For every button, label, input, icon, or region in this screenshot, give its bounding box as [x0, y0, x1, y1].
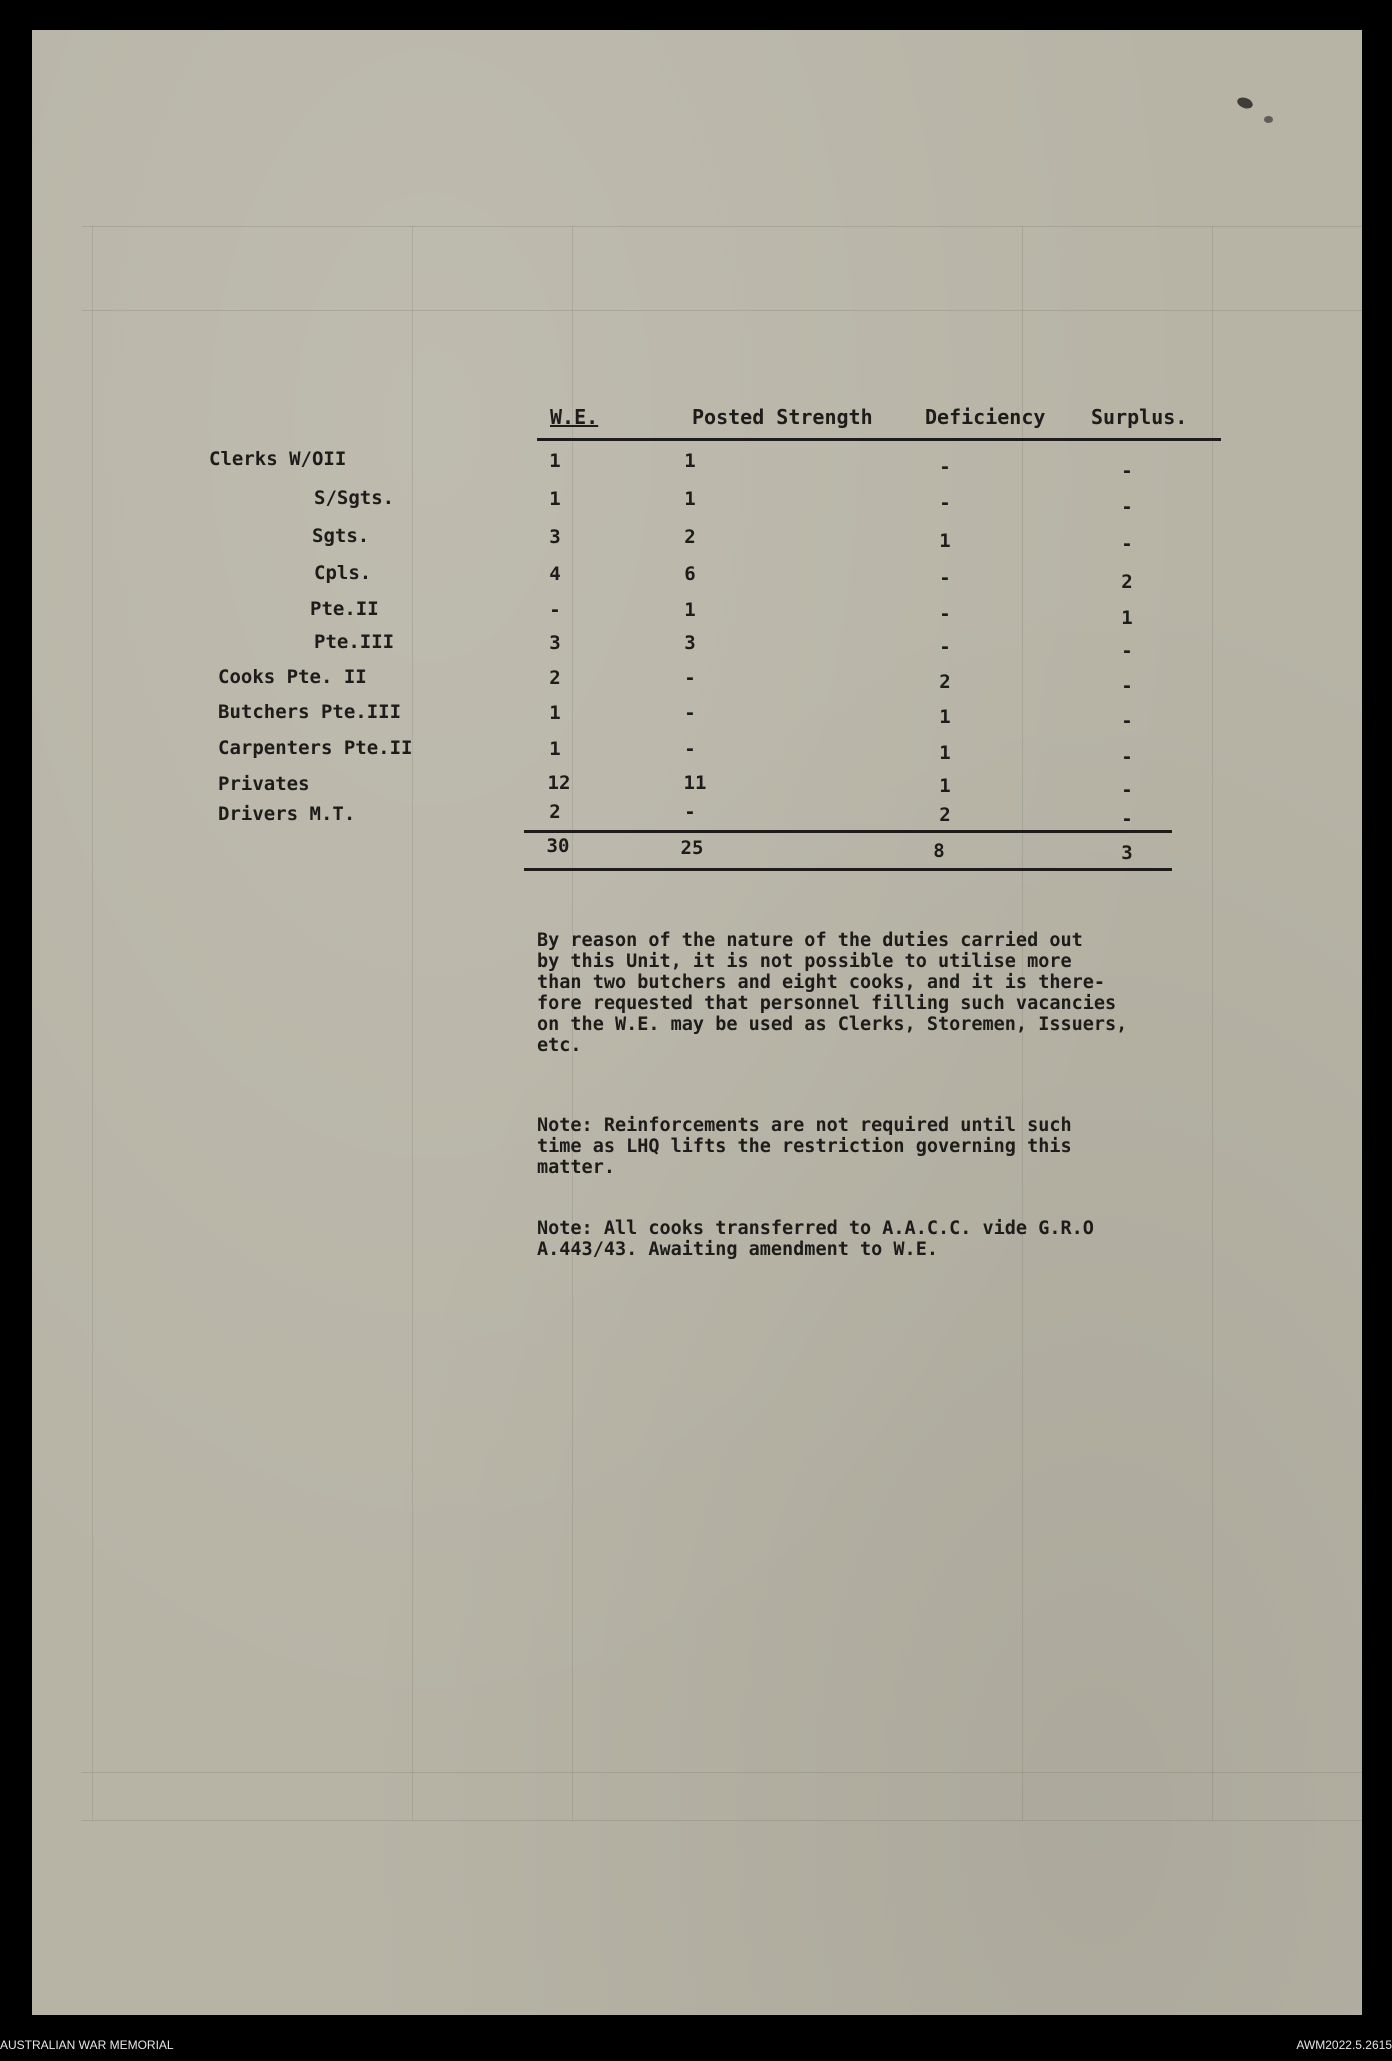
- cell-deficiency: -: [939, 492, 951, 514]
- cell-posted: 11: [683, 772, 707, 794]
- document-sheet: [32, 30, 1362, 2015]
- total-we: 30: [546, 835, 570, 857]
- ghost-form-line: [412, 226, 413, 1820]
- total-deficiency: 8: [933, 840, 945, 862]
- cell-posted: 1: [684, 599, 696, 621]
- cell-surplus: -: [1121, 746, 1133, 768]
- cell-surplus: -: [1121, 808, 1133, 830]
- cell-deficiency: 1: [939, 742, 951, 764]
- ghost-form-line: [82, 1820, 1362, 1821]
- row-label: Sgts.: [312, 525, 370, 547]
- cell-posted: 1: [684, 488, 696, 510]
- header-deficiency: Deficiency: [925, 405, 1046, 429]
- total-surplus: 3: [1121, 842, 1133, 864]
- cell-we: 3: [549, 526, 561, 548]
- cell-posted: -: [684, 667, 696, 689]
- cell-posted: 1: [684, 450, 696, 472]
- ghost-form-line: [82, 1772, 1362, 1773]
- row-label: Pte.II: [310, 598, 379, 620]
- cell-deficiency: -: [939, 603, 951, 625]
- header-we: W.E.: [550, 405, 599, 429]
- header-underline: [537, 438, 1221, 441]
- cell-we: 12: [547, 772, 571, 794]
- ghost-form-line: [92, 226, 93, 1820]
- ink-blot: [1236, 96, 1254, 111]
- cell-posted: 2: [684, 526, 696, 548]
- cell-posted: 6: [684, 563, 696, 585]
- row-label: Pte.III: [314, 631, 395, 653]
- cell-we: 2: [549, 667, 561, 689]
- cell-surplus: -: [1121, 533, 1133, 555]
- cell-deficiency: -: [939, 636, 951, 658]
- cell-deficiency: 2: [939, 804, 951, 826]
- row-label: Carpenters Pte.II: [218, 737, 413, 759]
- cell-we: 2: [549, 801, 561, 823]
- total-rule-top: [524, 830, 1172, 833]
- note-reinforcements: Note: Reinforcements are not required until such time as LHQ lifts the restriction governing this matter.: [537, 1115, 1072, 1178]
- note-cooks-transfer: Note: All cooks transferred to A.A.C.C. vide G.R.O A.443/43. Awaiting amendment to W.E.: [537, 1218, 1094, 1260]
- ghost-form-line: [82, 226, 1362, 227]
- cell-surplus: -: [1121, 496, 1133, 518]
- total-rule-bottom: [524, 868, 1172, 871]
- cell-we: 4: [549, 563, 561, 585]
- cell-posted: -: [684, 702, 696, 724]
- footer-archive-name: AUSTRALIAN WAR MEMORIAL: [0, 2038, 174, 2052]
- cell-we: 1: [549, 450, 561, 472]
- ink-blot: [1264, 116, 1273, 123]
- reason-paragraph: By reason of the nature of the duties carried out by this Unit, it is not possible to utilise more than two butchers and eight cooks, and it is there- fore requested that personnel filling such vacancies on the W.E. may be used as Clerks, Storemen, Issuers, etc.: [537, 930, 1128, 1056]
- cell-surplus: -: [1121, 460, 1133, 482]
- cell-deficiency: -: [939, 456, 951, 478]
- total-posted: 25: [680, 837, 704, 859]
- cell-surplus: -: [1121, 675, 1133, 697]
- ghost-form-line: [82, 310, 1362, 311]
- cell-we: -: [549, 599, 561, 621]
- cell-deficiency: 1: [939, 706, 951, 728]
- cell-posted: 3: [684, 632, 696, 654]
- row-label: Cooks Pte. II: [218, 666, 367, 688]
- cell-we: 1: [549, 738, 561, 760]
- row-label: Cpls.: [314, 562, 372, 584]
- row-label: S/Sgts.: [314, 487, 395, 509]
- footer-archive-ref: AWM2022.5.2615: [1296, 2038, 1392, 2052]
- row-label: Clerks W/OII: [209, 448, 347, 470]
- cell-posted: -: [684, 801, 696, 823]
- cell-we: 3: [549, 632, 561, 654]
- cell-deficiency: 1: [939, 530, 951, 552]
- row-label: Privates: [218, 773, 310, 795]
- row-label: Drivers M.T.: [218, 803, 356, 825]
- header-posted-strength: Posted Strength: [692, 405, 873, 429]
- cell-deficiency: 1: [939, 775, 951, 797]
- cell-surplus: 2: [1121, 571, 1133, 593]
- cell-surplus: -: [1121, 779, 1133, 801]
- cell-deficiency: 2: [939, 671, 951, 693]
- header-surplus: Surplus.: [1091, 405, 1188, 429]
- cell-surplus: -: [1121, 710, 1133, 732]
- cell-deficiency: -: [939, 567, 951, 589]
- cell-surplus: 1: [1121, 607, 1133, 629]
- cell-surplus: -: [1121, 640, 1133, 662]
- cell-posted: -: [684, 738, 696, 760]
- cell-we: 1: [549, 702, 561, 724]
- row-label: Butchers Pte.III: [218, 701, 402, 723]
- cell-we: 1: [549, 488, 561, 510]
